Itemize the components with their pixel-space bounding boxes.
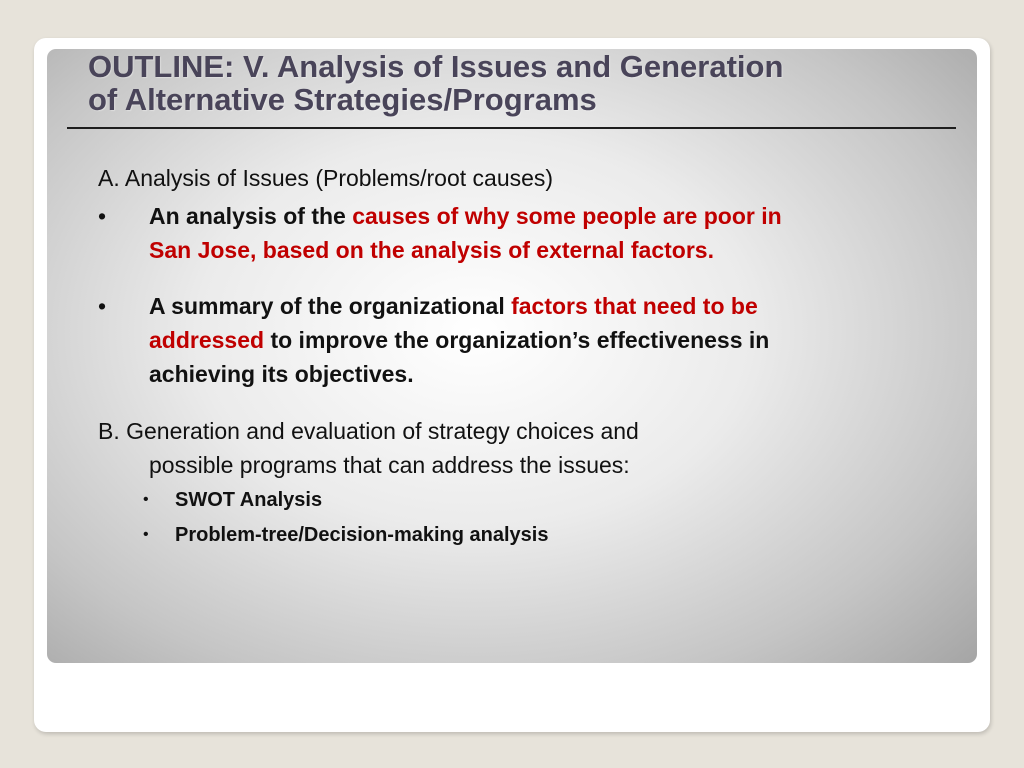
slide-title-line-1: OUTLINE: V. Analysis of Issues and Generation [88,49,784,84]
section-b-heading-line-2: possible programs that can address the issues: [149,452,630,478]
slide-title-line-2: of Alternative Strategies/Programs [88,82,597,117]
bullet-1-line-2: San Jose, based on the analysis of external factors. [149,237,714,263]
bullet-marker: • [98,203,107,229]
section-b-heading-line-1: B. Generation and evaluation of strategy choices and [98,418,639,444]
bullet-1-line-1 [149,199,782,233]
bullet-2-line-1 [149,289,758,323]
bullet-1-highlight-text: causes of why some people are poor in [352,203,782,229]
sub-item-problem-tree: Problem-tree/Decision-making analysis [175,524,549,546]
bullet-2-line-3: achieving its objectives. [149,361,414,387]
bullet-2-plain-text: A summary of the organizational [149,293,512,319]
bullet-2-continuation: to improve the organization’s effectiveness in [264,327,770,353]
sub-bullet-marker: • [143,526,149,543]
sub-item-swot: SWOT Analysis [175,489,323,511]
bullet-1-plain-text: An analysis of the [149,203,353,229]
bullet-2-line-2 [149,323,769,357]
sub-bullet-marker: • [143,491,149,508]
slide-title [88,50,968,116]
bullet-2-highlight-text: factors that need to be [511,293,758,319]
bullet-2-highlight-word: addressed [149,327,265,353]
section-a-heading: A. Analysis of Issues (Problems/root causes) [98,165,554,191]
bullet-marker: • [98,293,107,319]
title-divider [67,127,956,129]
